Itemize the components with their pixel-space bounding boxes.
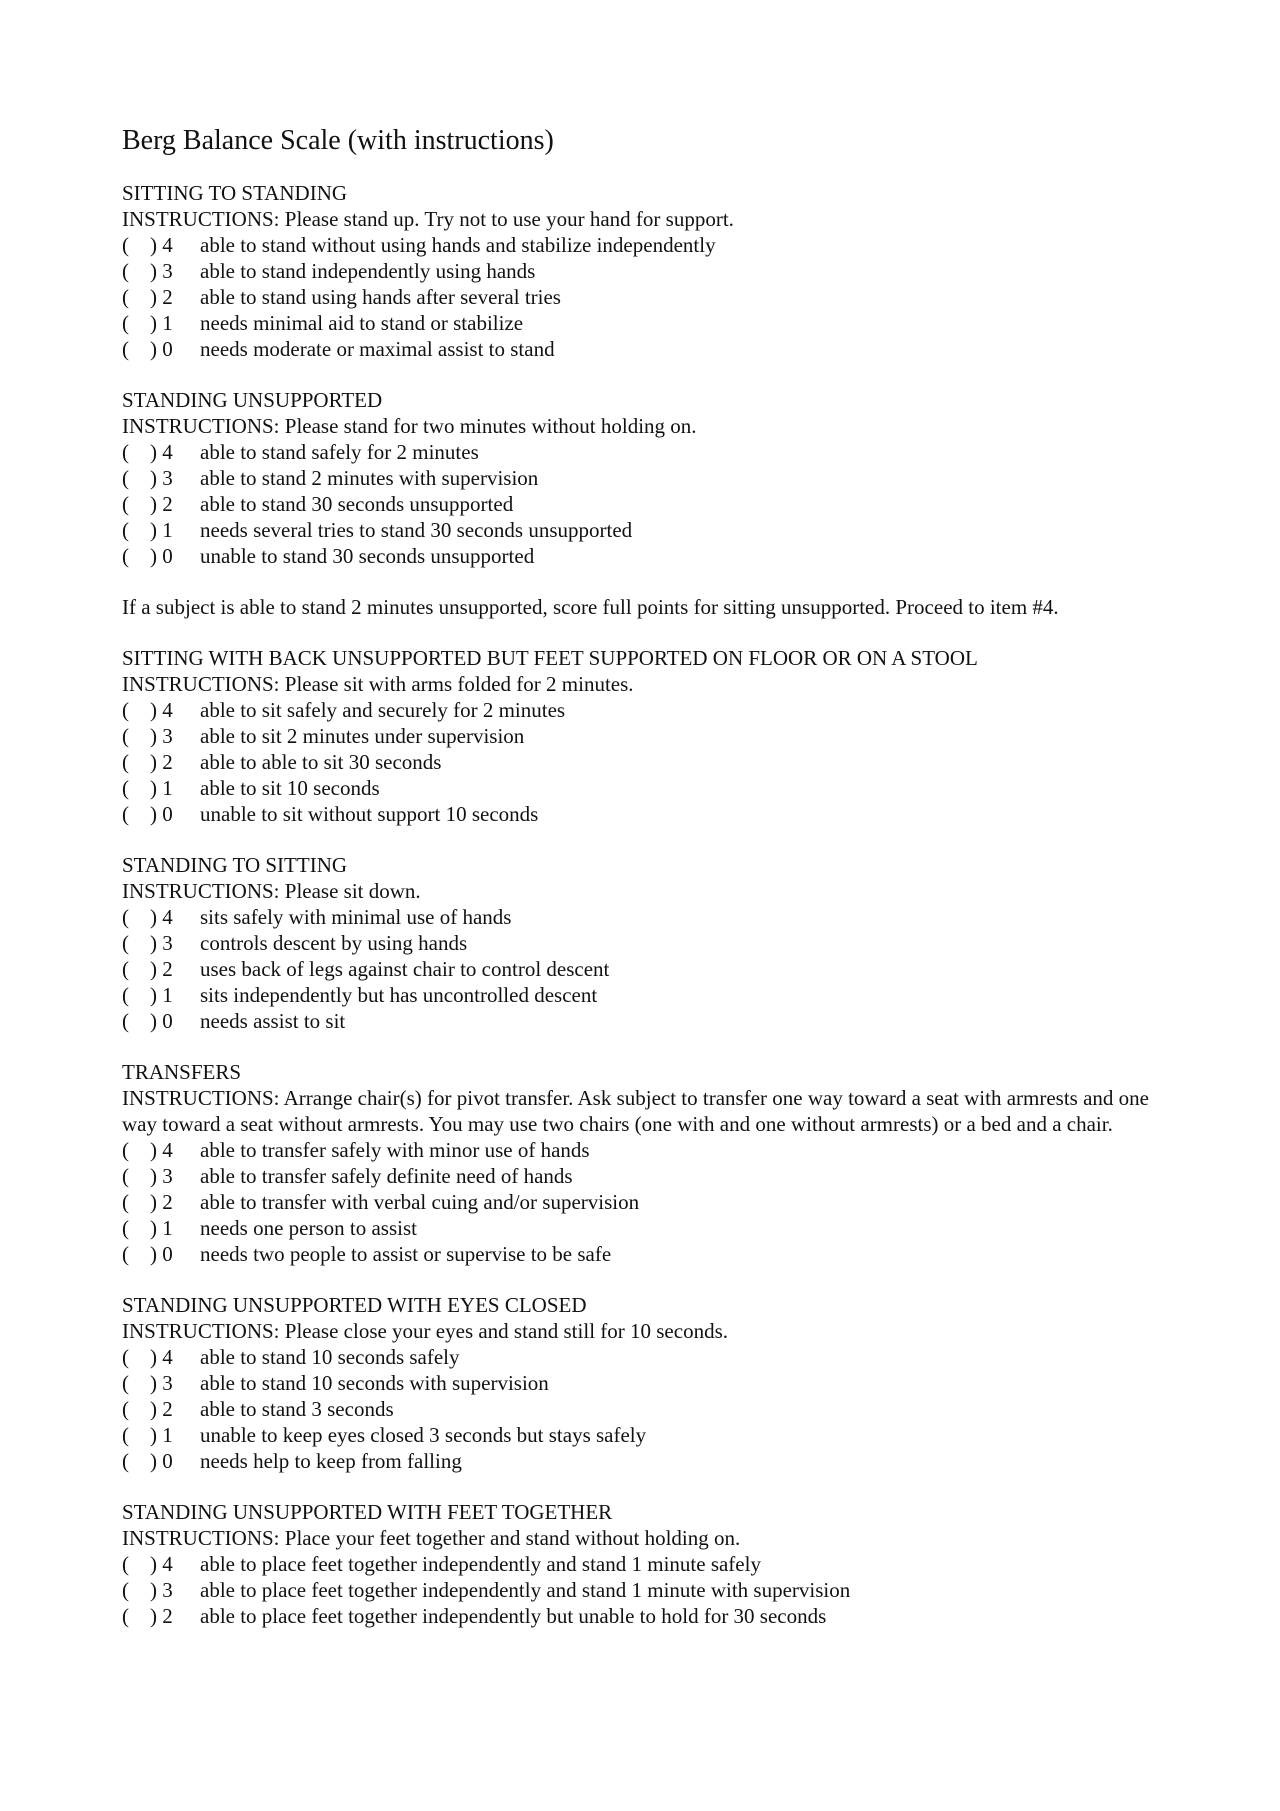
score-checkbox[interactable]: ( ) 1 (122, 1423, 173, 1447)
document-page (122, 120, 1182, 1654)
score-checkbox[interactable]: ( ) 1 (122, 1216, 173, 1240)
score-checkbox[interactable]: ( ) 0 (122, 1009, 173, 1033)
score-checkbox[interactable]: ( ) 4 (122, 233, 173, 257)
score-option[interactable] (122, 1551, 1182, 1577)
option-text: able to stand 2 minutes with supervision (200, 466, 539, 490)
section-instructions: INSTRUCTIONS: Please sit with arms folded for 2 minutes. (122, 672, 634, 696)
option-text: able to stand 30 seconds unsupported (200, 492, 514, 516)
score-checkbox[interactable]: ( ) 3 (122, 931, 173, 955)
section-instructions: INSTRUCTIONS: Please close your eyes and stand still for 10 seconds. (122, 1319, 728, 1343)
option-text: able to stand 10 seconds safely (200, 1345, 460, 1369)
section-heading: TRANSFERS (122, 1060, 242, 1084)
score-checkbox[interactable]: ( ) 4 (122, 1345, 173, 1369)
section-heading: STANDING UNSUPPORTED WITH EYES CLOSED (122, 1293, 587, 1317)
score-option[interactable] (122, 723, 1182, 749)
score-checkbox[interactable]: ( ) 3 (122, 466, 173, 490)
score-option[interactable] (122, 1008, 1182, 1034)
section-standing-unsupported (122, 387, 1182, 569)
score-checkbox[interactable]: ( ) 2 (122, 492, 173, 516)
score-option[interactable] (122, 930, 1182, 956)
score-option[interactable] (122, 439, 1182, 465)
section-heading: SITTING TO STANDING (122, 181, 348, 205)
option-text: able to sit 10 seconds (200, 776, 380, 800)
option-text: able to place feet together independently but unable to hold for 30 seconds (200, 1604, 827, 1628)
score-checkbox[interactable]: ( ) 2 (122, 1190, 173, 1214)
score-option[interactable] (122, 1603, 1182, 1629)
option-text: able to stand 3 seconds (200, 1397, 394, 1421)
section-eyes-closed (122, 1292, 1182, 1474)
score-option[interactable] (122, 232, 1182, 258)
option-text: able to place feet together independently and stand 1 minute with supervision (200, 1578, 851, 1602)
score-checkbox[interactable]: ( ) 4 (122, 905, 173, 929)
score-option[interactable] (122, 1422, 1182, 1448)
score-checkbox[interactable]: ( ) 3 (122, 1371, 173, 1395)
option-text: uses back of legs against chair to control descent (200, 957, 610, 981)
section-sitting-back-unsupported (122, 645, 1182, 827)
score-checkbox[interactable]: ( ) 4 (122, 1138, 173, 1162)
option-text: able to stand independently using hands (200, 259, 536, 283)
score-checkbox[interactable]: ( ) 1 (122, 311, 173, 335)
option-text: unable to keep eyes closed 3 seconds but stays safely (200, 1423, 647, 1447)
option-text: needs assist to sit (200, 1009, 346, 1033)
score-option[interactable] (122, 697, 1182, 723)
score-checkbox[interactable]: ( ) 2 (122, 750, 173, 774)
score-option[interactable] (122, 1215, 1182, 1241)
score-option[interactable] (122, 1396, 1182, 1422)
score-checkbox[interactable]: ( ) 2 (122, 285, 173, 309)
score-option[interactable] (122, 904, 1182, 930)
option-text: able to sit safely and securely for 2 minutes (200, 698, 566, 722)
option-text: needs several tries to stand 30 seconds unsupported (200, 518, 633, 542)
score-checkbox[interactable]: ( ) 4 (122, 440, 173, 464)
score-option[interactable] (122, 775, 1182, 801)
option-text: sits independently but has uncontrolled descent (200, 983, 598, 1007)
option-text: needs moderate or maximal assist to stand (200, 337, 555, 361)
score-option[interactable] (122, 801, 1182, 827)
score-option[interactable] (122, 1163, 1182, 1189)
score-checkbox[interactable]: ( ) 0 (122, 337, 173, 361)
option-text: unable to stand 30 seconds unsupported (200, 544, 535, 568)
section-instructions: INSTRUCTIONS: Arrange chair(s) for pivot transfer. Ask subject to transfer one way toward a seat with armrests and one way toward a seat without armrests. You may use two chairs (one with and one without armrests) or a bed and a chair. (122, 1086, 1149, 1136)
score-option[interactable] (122, 284, 1182, 310)
page-title: Berg Balance Scale (with instructions) (122, 125, 554, 156)
option-text: able to place feet together independently and stand 1 minute safely (200, 1552, 761, 1576)
score-checkbox[interactable]: ( ) 1 (122, 776, 173, 800)
scoring-note: If a subject is able to stand 2 minutes unsupported, score full points for sitting unsupported. Proceed to item #4. (122, 595, 1059, 619)
score-option[interactable] (122, 258, 1182, 284)
option-text: able to transfer safely with minor use of hands (200, 1138, 590, 1162)
section-heading: STANDING UNSUPPORTED (122, 388, 383, 412)
score-option[interactable] (122, 1344, 1182, 1370)
section-heading: SITTING WITH BACK UNSUPPORTED BUT FEET SUPPORTED ON FLOOR OR ON A STOOL (122, 646, 978, 670)
score-option[interactable] (122, 336, 1182, 362)
score-checkbox[interactable]: ( ) 0 (122, 544, 173, 568)
option-text: able to sit 2 minutes under supervision (200, 724, 525, 748)
option-text: able to transfer with verbal cuing and/or supervision (200, 1190, 640, 1214)
option-text: needs one person to assist (200, 1216, 417, 1240)
section-heading: STANDING TO SITTING (122, 853, 348, 877)
option-text: able to stand using hands after several tries (200, 285, 561, 309)
score-option[interactable] (122, 491, 1182, 517)
score-checkbox[interactable]: ( ) 0 (122, 1242, 173, 1266)
score-option[interactable] (122, 1189, 1182, 1215)
score-checkbox[interactable]: ( ) 4 (122, 698, 173, 722)
score-option[interactable] (122, 1370, 1182, 1396)
option-text: able to stand without using hands and stabilize independently (200, 233, 716, 257)
score-checkbox[interactable]: ( ) 3 (122, 1164, 173, 1188)
option-text: unable to sit without support 10 seconds (200, 802, 539, 826)
section-instructions: INSTRUCTIONS: Please sit down. (122, 879, 421, 903)
section-heading: STANDING UNSUPPORTED WITH FEET TOGETHER (122, 1500, 613, 1524)
score-checkbox[interactable]: ( ) 3 (122, 724, 173, 748)
section-instructions: INSTRUCTIONS: Please stand up. Try not to use your hand for support. (122, 207, 734, 231)
option-text: sits safely with minimal use of hands (200, 905, 512, 929)
section-transfers (122, 1059, 1182, 1267)
section-sitting-to-standing (122, 180, 1182, 362)
score-option[interactable] (122, 749, 1182, 775)
option-text: able to stand safely for 2 minutes (200, 440, 479, 464)
section-instructions: INSTRUCTIONS: Place your feet together and stand without holding on. (122, 1526, 741, 1550)
section-feet-together (122, 1499, 1182, 1629)
score-option[interactable] (122, 1241, 1182, 1267)
score-checkbox[interactable]: ( ) 1 (122, 518, 173, 542)
score-option[interactable] (122, 543, 1182, 569)
score-option[interactable] (122, 310, 1182, 336)
score-checkbox[interactable]: ( ) 4 (122, 1552, 173, 1576)
option-text: needs minimal aid to stand or stabilize (200, 311, 524, 335)
score-option[interactable] (122, 465, 1182, 491)
score-checkbox[interactable]: ( ) 2 (122, 1604, 173, 1628)
score-checkbox[interactable]: ( ) 1 (122, 983, 173, 1007)
section-standing-to-sitting (122, 852, 1182, 1034)
score-option[interactable] (122, 517, 1182, 543)
score-option[interactable] (122, 1448, 1182, 1474)
option-text: able to stand 10 seconds with supervision (200, 1371, 549, 1395)
score-checkbox[interactable]: ( ) 2 (122, 957, 173, 981)
score-option[interactable] (122, 1137, 1182, 1163)
score-checkbox[interactable]: ( ) 3 (122, 259, 173, 283)
option-text: able to transfer safely definite need of hands (200, 1164, 573, 1188)
option-text: controls descent by using hands (200, 931, 468, 955)
score-checkbox[interactable]: ( ) 3 (122, 1578, 173, 1602)
score-checkbox[interactable]: ( ) 2 (122, 1397, 173, 1421)
score-option[interactable] (122, 1577, 1182, 1603)
score-option[interactable] (122, 982, 1182, 1008)
score-option[interactable] (122, 956, 1182, 982)
score-checkbox[interactable]: ( ) 0 (122, 802, 173, 826)
option-text: needs help to keep from falling (200, 1449, 462, 1473)
score-checkbox[interactable]: ( ) 0 (122, 1449, 173, 1473)
section-instructions: INSTRUCTIONS: Please stand for two minutes without holding on. (122, 414, 697, 438)
option-text: needs two people to assist or supervise to be safe (200, 1242, 612, 1266)
option-text: able to able to sit 30 seconds (200, 750, 442, 774)
